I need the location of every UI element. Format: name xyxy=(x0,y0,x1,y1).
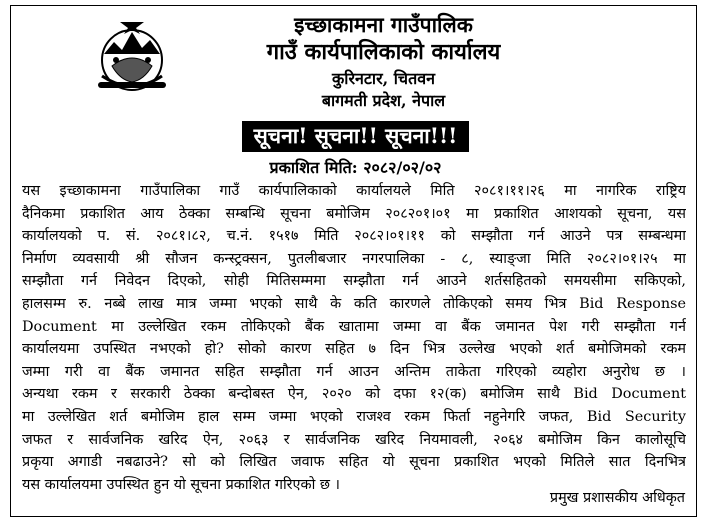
body-line: निर्माण व्यवसायी श्री सौजन कन्स्ट्रक्सन, पुतलीबजार नगरपालिका - ८, स्याङ्जा मिति २०८२।०१।२५ मा xyxy=(22,250,686,267)
office-address: कुरिनटार, चितवन xyxy=(332,69,435,88)
published-date: प्रकाशित मिति: २०८२/०२/०२ xyxy=(269,158,442,177)
municipality-name: इच्छाकामना गाउँपालिक xyxy=(294,12,473,37)
body-line: कार्यालयमा उपस्थित नभएको हो? सोको कारण सहित ७ दिन भित्र उल्लेख भएको शर्त बमोजिमको रकम xyxy=(22,341,686,358)
body-line: अन्यथा रकम र सरकारी ठेक्का बन्दोबस्त ऐन, २०२० को दफा १२(क) बमोजिम साथै Bid Document xyxy=(22,386,686,403)
office-name: गाउँ कार्यपालिकाको कार्यालय xyxy=(266,39,501,65)
body-line: Document मा उल्लेखित रकम तोकिएको बैंक खातामा जम्मा वा बैंक जमानत पेश गरी सम्झौता गर्न xyxy=(22,318,686,335)
body-line: प्रकृया अगाडी नबढाउने? सो को लिखित जवाफ सहित यो सूचना प्रकाशित भएको मितिले सात दिनभित्र xyxy=(22,454,686,471)
notice-banner: सूचना! सूचना!! सूचना!!! xyxy=(242,121,470,152)
body-line: जफत र सार्वजनिक खरिद ऐन, २०६३ र सार्वजनिक खरिद नियमावली, २०६४ बमोजिम किन कालोसूचि xyxy=(22,431,686,448)
province-country: बागमती प्रदेश, नेपाल xyxy=(321,91,446,110)
notice-body xyxy=(22,180,686,496)
body-line: यस इच्छाकामना गाउँपालिका गाउँ कार्यपालिकाको कार्यालयले मिति २०८१।११।२६ मा नागरिक राष्ट्रिय xyxy=(22,183,686,199)
body-line: दैनिकमा प्रकाशित आय ठेक्का सम्बन्धि सूचना बमोजिम २०८२०१।०१ मा प्रकाशित आशयको सूचना, यस xyxy=(22,205,686,222)
body-line: मा उल्लेखित शर्त बमोजिम हाल सम्म जम्मा भएको राजश्व रकम फिर्ता नहुनेगरि जफत, Bid Security xyxy=(22,408,686,425)
body-line: यस कार्यालयमा उपस्थित हुन यो सूचना प्रकाशित गरिएको छ । xyxy=(22,476,340,493)
body-line: सम्झौता गर्न निवेदन दिएको, सोही मितिसम्ममा सम्झौता गर्न आउने शर्तसहितको समयसीमा सकिएको, xyxy=(22,273,686,290)
body-line: जम्मा गरी वा बैंक जमानत सहित सम्झौता गर्न आउन अन्तिम ताकेता गरिएको व्यहोरा अनुरोध छ । xyxy=(22,363,686,380)
body-line: हालसम्म रु. नब्बे लाख मात्र जम्मा भएको साथै के कति कारणले तोकिएको समय भित्र Bid Response xyxy=(22,295,686,312)
office-header xyxy=(0,6,711,109)
notice-banner-wrap xyxy=(0,121,711,152)
body-line: कार्यालयको प. सं. २०८१।८२, च.नं. १५१७ मिति २०८२।०१।११ को सम्झौता गर्न आउने पत्र सम्बन्धमा xyxy=(22,228,686,245)
signatory-title: प्रमुख प्रशासकीय अधिकृत xyxy=(549,490,685,506)
